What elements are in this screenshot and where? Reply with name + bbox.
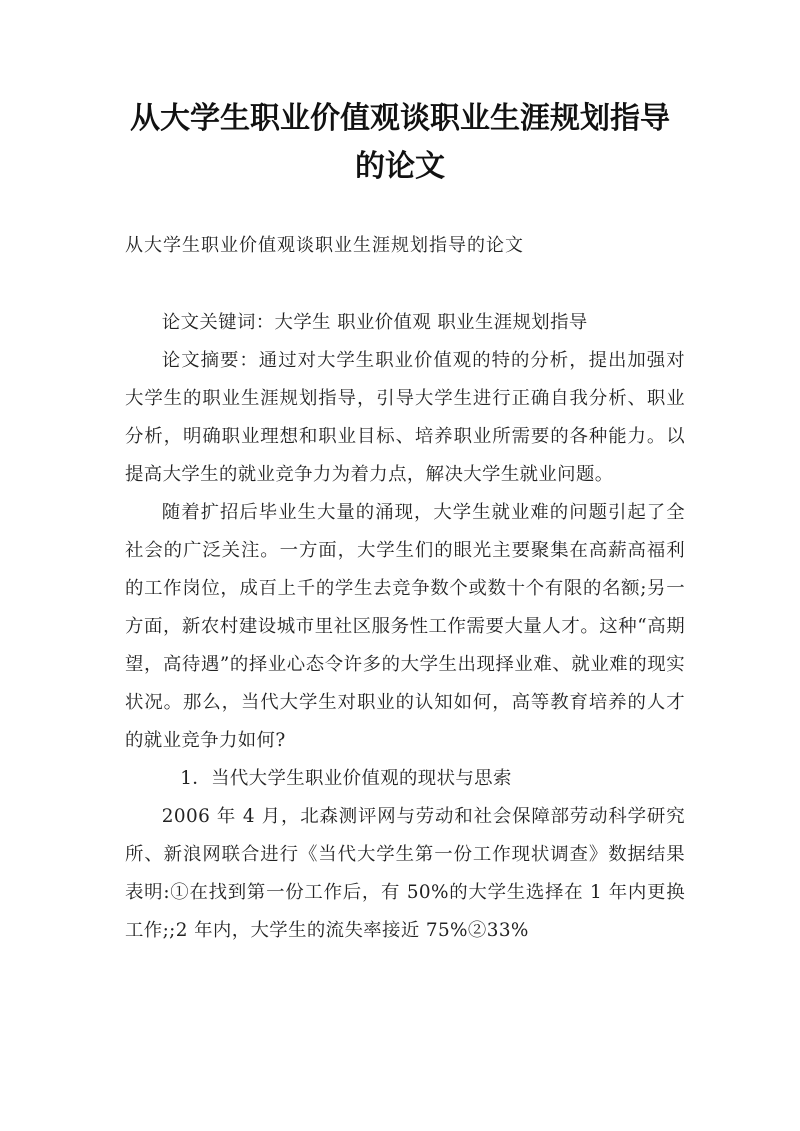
document-subtitle: 从大学生职业价值观谈职业生涯规划指导的论文 bbox=[125, 235, 524, 256]
body-paragraph-1: 随着扩招后毕业生大量的涌现，大学生就业难的问题引起了全社会的广泛关注。一方面，大学生们的眼光主要聚集在高薪高福利的工作岗位，成百上千的学生去竞争数个或数十个有限的名额;另一方面，新农村建设城市里社区服务性工作需要大量人才。这种“高期望，高待遇”的择业心态令许多的大学生出现择业难、就业难的现实状况。那么，当代大学生对职业的认知如何，高等教育培养的人才的就业竞争力如何? bbox=[125, 502, 685, 751]
section-heading-1: 1．当代大学生职业价值观的现状与思索 bbox=[180, 768, 512, 789]
abstract-paragraph: 论文摘要：通过对大学生职业价值观的特的分析，提出加强对大学生的职业生涯规划指导，引导大学生进行正确自我分析、职业分析，明确职业理想和职业目标、培养职业所需要的各种能力。以提高大学生的就业竞争力为着力点，解决大学生就业问题。 bbox=[125, 350, 685, 485]
keywords-paragraph: 论文关键词：大学生 职业价值观 职业生涯规划指导 bbox=[161, 312, 588, 333]
document-title-line-1: 从大学生职业价值观谈职业生涯规划指导 bbox=[130, 101, 670, 136]
body-paragraph-2: 2006 年 4 月，北森测评网与劳动和社会保障部劳动科学研究所、新浪网联合进行《当代大学生第一份工作现状调查》数据结果表明:①在找到第一份工作后，有 50%的大学生选择在 1 年内更换工作;;2 年内，大学生的流失率接近 75%②33% bbox=[125, 806, 685, 941]
document-title-line-2: 的论文 bbox=[355, 149, 445, 184]
document-body bbox=[125, 304, 685, 950]
document-title bbox=[100, 95, 700, 191]
